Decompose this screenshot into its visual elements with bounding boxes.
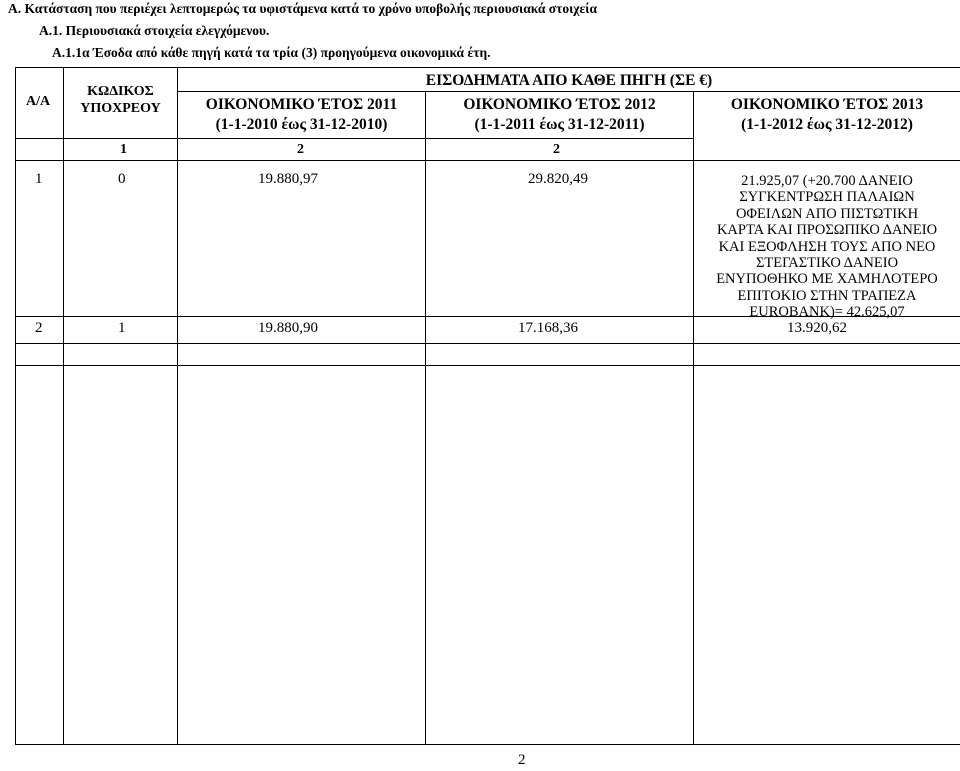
- table-border-bottom: [15, 744, 960, 745]
- col-header-code-line2: ΥΠΟΧΡΕΟΥ: [80, 101, 161, 116]
- index-1: 1: [120, 142, 127, 157]
- note-line: ΕΠΙΤΟΚΙΟ ΣΤΗΝ ΤΡΑΠΕΖΑ: [737, 287, 917, 304]
- col-header-2012: ΟΙΚΟΝΟΜΙΚΟ ΈΤΟΣ 2012: [463, 96, 656, 113]
- row2-2012: 17.168,36: [518, 320, 578, 336]
- row2-divider: [15, 343, 960, 344]
- col-header-2011: ΟΙΚΟΝΟΜΙΚΟ ΈΤΟΣ 2011: [205, 96, 398, 113]
- group-header-divider: [177, 91, 960, 92]
- table-border-left: [15, 67, 16, 745]
- section-heading-a1: Α.1. Περιουσιακά στοιχεία ελεγχόμενου.: [39, 23, 270, 38]
- row2-aa: 2: [35, 320, 43, 336]
- index-row-divider: [15, 160, 960, 161]
- note-line: ΟΦΕΙΛΩΝ ΑΠΟ ΠΙΣΤΩΤΙΚΗ: [735, 205, 919, 222]
- row1-aa: 1: [35, 171, 43, 187]
- col-header-2013-period: (1-1-2012 έως 31-12-2012): [741, 116, 913, 133]
- row2-2011: 19.880,90: [258, 320, 318, 336]
- col-header-2012-period: (1-1-2011 έως 31-12-2011): [474, 116, 645, 133]
- row1-code: 0: [118, 171, 126, 187]
- row1-2011: 19.880,97: [258, 171, 318, 187]
- col-divider-code: [177, 67, 178, 745]
- page-number: 2: [518, 752, 526, 768]
- section-heading-a: Α. Κατάσταση που περιέχει λεπτομερώς τα υφιστάμενα κατά το χρόνο υποβολής περιουσιακά στοιχεία: [8, 1, 598, 16]
- row2-code: 1: [118, 320, 126, 336]
- row1-2013-note: [693, 173, 960, 321]
- row1-2012: 29.820,49: [528, 171, 588, 187]
- col-header-2013: ΟΙΚΟΝΟΜΙΚΟ ΈΤΟΣ 2013: [730, 96, 924, 113]
- index-2: 2: [297, 142, 304, 157]
- group-header: ΕΙΣΟΔΗΜΑΤΑ ΑΠΟ ΚΑΘΕ ΠΗΓΗ (ΣΕ €): [425, 72, 713, 89]
- note-line: ΣΥΓΚΕΝΤΡΩΣΗ ΠΑΛΑΙΩΝ: [739, 189, 915, 206]
- row2-2013: 13.920,62: [787, 320, 847, 336]
- table-border-top: [15, 67, 960, 68]
- col-header-aa: Α/Α: [26, 94, 51, 109]
- index-3: 2: [553, 142, 560, 157]
- col-divider-aa: [63, 67, 64, 745]
- col-header-code-line1: ΚΩΔΙΚΟΣ: [87, 84, 154, 99]
- col-header-2011-period: (1-1-2010 έως 31-12-2010): [215, 116, 388, 133]
- note-line: EUROBANK)= 42.625,07: [749, 304, 905, 321]
- note-line: ΣΤΕΓΑΣΤΙΚΟ ΔΑΝΕΙΟ: [755, 255, 899, 272]
- header-divider: [15, 138, 693, 139]
- note-line: 21.925,07 (+20.700 ΔΑΝΕΙΟ: [741, 173, 913, 189]
- note-line: ΚΑΙ ΕΞΟΦΛΗΣΗ ΤΟΥΣ ΑΠΟ ΝΕΟ: [718, 238, 936, 255]
- row3-divider: [15, 365, 960, 366]
- col-divider-2011: [425, 91, 426, 745]
- section-heading-a11a: Α.1.1α Έσοδα από κάθε πηγή κατά τα τρία (3) προηγούμενα οικονομικά έτη.: [52, 45, 491, 60]
- note-line: ΕΝΥΠΟΘΗΚΟ ΜΕ ΧΑΜΗΛΟΤΕΡΟ: [716, 271, 938, 288]
- note-line: ΚΑΡΤΑ ΚΑΙ ΠΡΟΣΩΠΙΚΟ ΔΑΝΕΙΟ: [716, 222, 938, 239]
